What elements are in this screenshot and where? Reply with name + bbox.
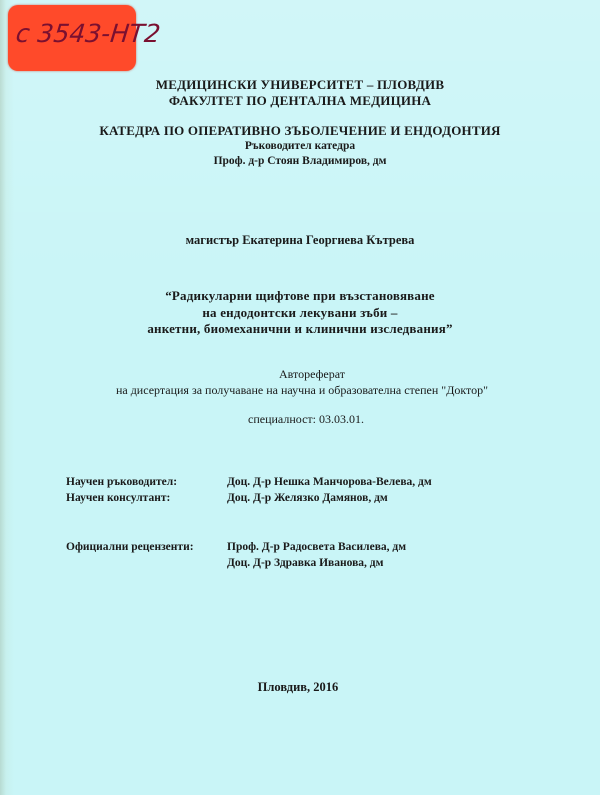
consultant-role: Научен консултант: — [66, 492, 171, 504]
department-head-name: Проф. д-р Стоян Владимиров, дм — [213, 155, 387, 167]
reviewer-name-2: Доц. Д-р Здравка Иванова, дм — [227, 557, 384, 569]
library-sticker — [8, 5, 162, 71]
department-name: КАТЕДРА ПО ОПЕРАТИВНО ЗЪБОЛЕЧЕНИЕ И ЕНДОДОНТИЯ — [99, 123, 501, 138]
faculty-name: ФАКУЛТЕТ ПО ДЕНТАЛНА МЕДИЦИНА — [168, 93, 432, 108]
document-type-label: Автореферат — [279, 367, 345, 381]
department-head-label: Ръководител катедра — [244, 140, 356, 152]
reviewer-name-1: Проф. Д-р Радосвета Василева, дм — [227, 541, 407, 553]
author-name: магистър Екатерина Георгиева Кътрева — [185, 233, 415, 247]
thesis-title-line-3: анкетни, биомеханични и клинични изследвания” — [147, 321, 453, 336]
supervisor-name: Доц. Д-р Нешка Манчорова-Велева, дм — [227, 476, 432, 488]
specialty-code: специалност: 03.03.01. — [248, 412, 364, 426]
supervisor-role: Научен ръководител: — [66, 476, 178, 488]
thesis-title-line-2: на ендодонтски лекувани зъби – — [202, 305, 398, 320]
university-name: МЕДИЦИНСКИ УНИВЕРСИТЕТ – ПЛОВДИВ — [155, 77, 445, 92]
reviewers-role: Официални рецензенти: — [66, 541, 194, 553]
consultant-name: Доц. Д-р Желязко Дамянов, дм — [227, 492, 388, 504]
sticker-handwritten-code: c 3543-НТ2 — [14, 19, 162, 48]
document-type-description: на дисертация за получаване на научна и образователна степен "Доктор" — [115, 383, 489, 397]
scan-bottom-edge — [0, 795, 600, 800]
thesis-title-line-1: “Радикуларни щифтове при възстановяване — [165, 288, 435, 303]
place-and-year: Пловдив, 2016 — [257, 680, 339, 694]
